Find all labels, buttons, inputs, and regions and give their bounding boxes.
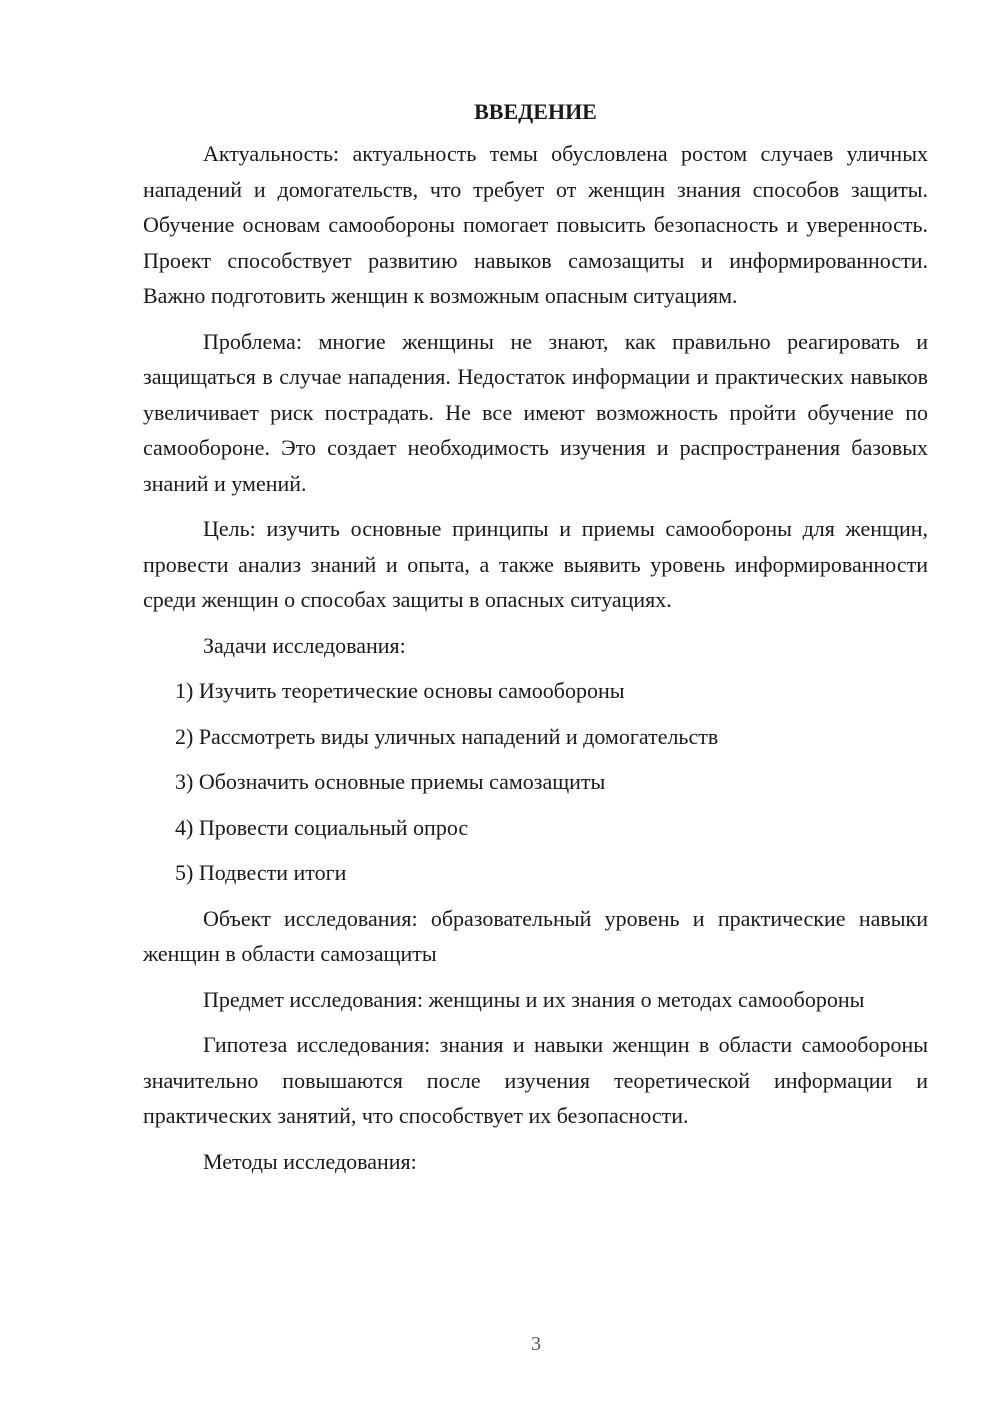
- paragraph-problem: Проблема: многие женщины не знают, как правильно реагировать и защищаться в случае нападения. Недостаток информации и практических навыков увеличивает риск пострадать. Не все имеют возможность пройти обучение по самообороне. Это создает необходимость изучения и распространения базовых знаний и умений.: [143, 328, 928, 496]
- tasks-heading: Задачи исследования:: [203, 632, 406, 658]
- task-item-5: 5) Подвести итоги: [175, 860, 347, 885]
- paragraph-relevance: Актуальность: актуальность темы обусловлена ростом случаев уличных нападений и домогательств, что требует от женщин знания способов защиты. Обучение основам самообороны помогает повысить безопасность и уверенность. Проект способствует развитию навыков самозащиты и информированности. Важно подготовить женщин к возможным опасным ситуациям.: [143, 141, 928, 308]
- section-title: ВВЕДЕНИЕ: [474, 99, 597, 124]
- task-item-4: 4) Провести социальный опрос: [175, 814, 469, 840]
- tasks-list: [143, 673, 928, 891]
- paragraph-object: Объект исследования: образовательный уровень и практические навыки женщин в области самозащиты: [143, 905, 928, 966]
- task-item-3: 3) Обозначить основные приемы самозащиты: [175, 769, 606, 794]
- task-item-2: 2) Рассмотреть виды уличных нападений и домогательств: [175, 723, 719, 749]
- methods-heading: Методы исследования:: [203, 1148, 417, 1174]
- paragraph-goal: Цель: изучить основные принципы и приемы самообороны для женщин, провести анализ знаний и опыта, а также выявить уровень информированности среди женщин о способах защиты в опасных ситуациях.: [143, 516, 928, 612]
- page-content: [143, 94, 928, 1189]
- task-item-1: 1) Изучить теоретические основы самообороны: [175, 678, 625, 703]
- paragraph-subject: Предмет исследования: женщины и их знания о методах самообороны: [203, 986, 865, 1012]
- paragraph-hypothesis: Гипотеза исследования: знания и навыки женщин в области самообороны значительно повышаются после изучения теоретической информации и практических занятий, что способствует их безопасности.: [143, 1032, 928, 1128]
- page-number: 3: [531, 1333, 541, 1355]
